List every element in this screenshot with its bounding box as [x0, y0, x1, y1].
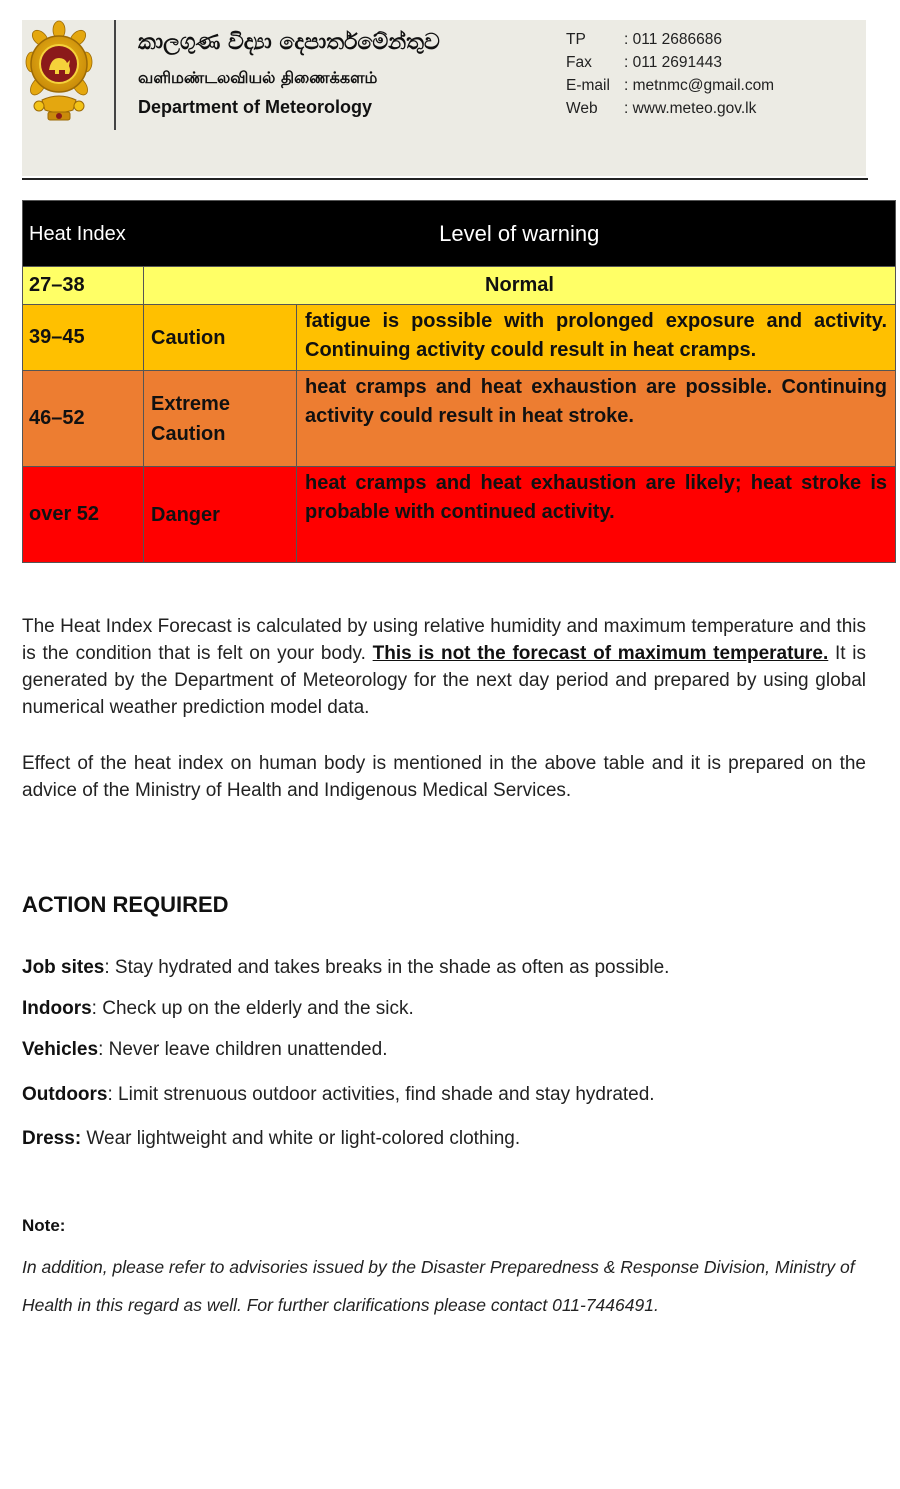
table-row	[23, 371, 896, 467]
level-cell: Caution	[144, 305, 297, 371]
action-item-dress: Dress: Wear lightweight and white or light-colored clothing.	[22, 1128, 521, 1149]
heat-index-header: Heat Index	[23, 201, 144, 267]
description-cell: heat cramps and heat exhaustion are likely; heat stroke is probable with continued activity.	[297, 467, 896, 563]
action-item-vehicles: Vehicles: Never leave children unattended.	[22, 1039, 388, 1060]
note-text: In addition, please refer to advisories issued by the Disaster Preparedness & Response Division, Ministry of Health in this regard as well. For further clarifications please contact 011-7446491.	[22, 1257, 855, 1315]
action-required-heading: ACTION REQUIRED	[22, 892, 229, 917]
header-divider	[114, 20, 116, 130]
action-item-indoors: Indoors: Check up on the elderly and the sick.	[22, 998, 414, 1019]
contact-web: Web : www.meteo.gov.lk	[566, 100, 757, 117]
range-cell: 27–38	[23, 267, 144, 305]
heat-index-table	[22, 200, 896, 563]
contact-block	[566, 28, 774, 120]
action-item-job-sites: Job sites: Stay hydrated and takes breaks in the shade as often as possible.	[22, 957, 670, 978]
health-advice-paragraph: Effect of the heat index on human body is mentioned in the above table and it is prepared on the advice of the Ministry of Health and Indigenous Medical Services.	[22, 753, 866, 801]
level-cell: Normal	[144, 267, 896, 305]
sri-lanka-emblem-icon	[22, 20, 96, 124]
note-heading: Note:	[22, 1216, 66, 1235]
heat-index-explanation: The Heat Index Forecast is calculated by using relative humidity and maximum temperature and this is the condition that is felt on your body. This is not the forecast of maximum temperature. It is generated by the Department of Meteorology for the next day period and prepared by using global numerical weather prediction model data.	[22, 616, 867, 718]
level-of-warning-header: Level of warning	[144, 201, 896, 267]
header-rule	[22, 178, 868, 180]
department-title-english: Department of Meteorology	[138, 97, 373, 117]
not-max-temperature-emphasis: This is not the forecast of maximum temperature.	[372, 643, 829, 664]
contact-fax: Fax : 011 2691443	[566, 54, 722, 71]
contact-email: E-mail : metnmc@gmail.com	[566, 77, 775, 94]
range-cell: 39–45	[23, 305, 144, 371]
department-title-sinhala: කාලගුණ විද්‍යා දෙපාර්තමේන්තුව	[138, 30, 440, 55]
department-title-tamil: வளிமண்டலவியல் திணைக்களம்	[138, 68, 378, 87]
table-row	[23, 305, 896, 371]
action-item-outdoors: Outdoors: Limit strenuous outdoor activities, find shade and stay hydrated.	[22, 1084, 655, 1105]
contact-tp: TP : 011 2686686	[566, 31, 722, 48]
table-header-row	[23, 201, 896, 267]
level-cell: Danger	[144, 467, 297, 563]
table-row	[23, 467, 896, 563]
range-cell: 46–52	[23, 371, 144, 467]
range-cell: over 52	[23, 467, 144, 563]
description-cell: heat cramps and heat exhaustion are possible. Continuing activity could result in heat stroke.	[297, 371, 896, 467]
level-cell: Extreme Caution	[144, 371, 297, 467]
description-cell: fatigue is possible with prolonged exposure and activity. Continuing activity could result in heat cramps.	[297, 305, 896, 371]
table-row	[23, 267, 896, 305]
